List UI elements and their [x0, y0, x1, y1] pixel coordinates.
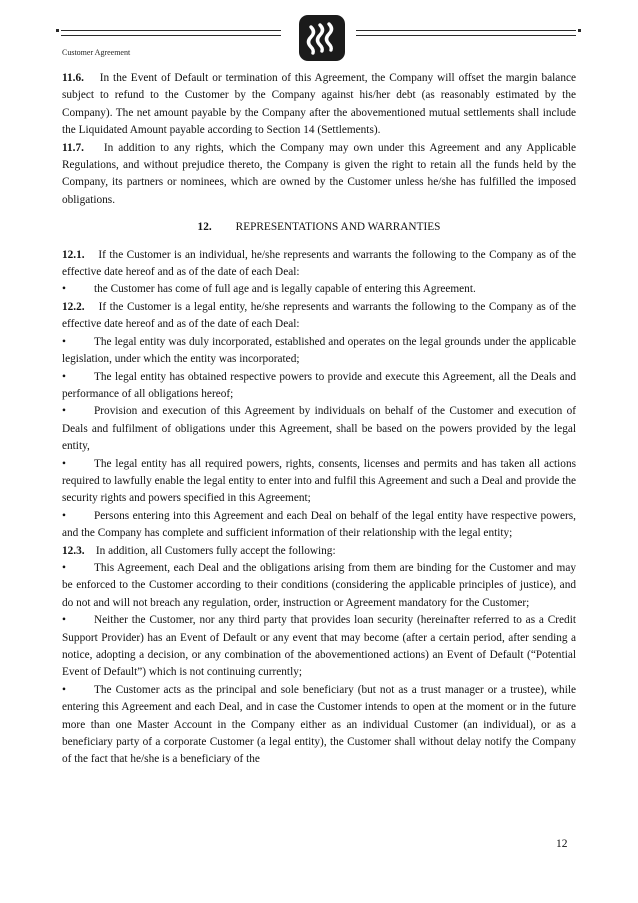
- clause-12-2: [62, 299, 576, 334]
- bullet-text: This Agreement, each Deal and the obligations arising from them are binding for the Customer and may be enforced to the Customer according to their conditions (considering the applicable principles of justice), and do not and will not breach any regulation, order, instruction or Agreement mandatory for the Customer;: [62, 561, 576, 609]
- bullet-marker: •: [62, 683, 66, 696]
- clause-text: If the Customer is an individual, he/she represents and warrants the following to the Company as of the effective date hereof and as of the date of each Deal:: [62, 248, 576, 279]
- bullet-item: [62, 508, 576, 543]
- clause-number: 12.2.: [62, 300, 85, 313]
- clause-12-1: [62, 247, 576, 282]
- clause-11-7: [62, 140, 576, 210]
- clause-text: In addition to any rights, which the Company may own under this Agreement and any Applicable Regulations, and without prejudice thereto, the Company is given the right to retain all the funds held by the Company, its partners or nominees, which are owned by the Customer unless he/she has fulfilled the imposed obligations.: [62, 141, 576, 206]
- bullet-text: Persons entering into this Agreement and each Deal on behalf of the legal entity have respective powers, and the Company has complete and sufficient information of their relationship with the legal entity;: [62, 509, 576, 540]
- clause-number: 12.1.: [62, 248, 85, 261]
- bullet-marker: •: [62, 335, 66, 348]
- page-number: 12: [556, 838, 568, 850]
- bullet-item: [62, 403, 576, 455]
- page-header: [0, 0, 638, 64]
- clause-12-3: [62, 543, 576, 560]
- bullet-text: The legal entity has obtained respective powers to provide and execute this Agreement, all the Deals and performance of all obligations hereof;: [62, 370, 576, 400]
- document-header-title: Customer Agreement: [62, 48, 131, 57]
- bullet-marker: •: [62, 509, 66, 522]
- bullet-item: [62, 682, 576, 769]
- clause-text: In addition, all Customers fully accept the following:: [95, 544, 336, 557]
- bullet-text: The Customer acts as the principal and sole beneficiary (but not as a trust manager or a trustee), while entering this Agreement and each Deal, and in case the Customer intends to open at the moment or in the future more than one Master Account in the Company either as an individual Customer (an individual), or as a beneficiary party of a corporate Customer (a legal entity), the Customer shall without delay notify the Company of the fact that he/she is a beneficiary of the: [62, 683, 576, 766]
- section-heading-12: [62, 219, 576, 236]
- bullet-text: Provision and execution of this Agreement by individuals on behalf of the Customer and execution of Deals and fulfilment of obligations under this Agreement, shall be based on the powers provided by the legal entity,: [62, 405, 576, 453]
- section-title: REPRESENTATIONS AND WARRANTIES: [235, 221, 441, 234]
- clause-11-6: [62, 70, 576, 140]
- bullet-marker: •: [62, 561, 66, 574]
- bullet-item: [62, 369, 576, 404]
- bullet-marker: •: [62, 457, 66, 470]
- bullet-item: [62, 560, 576, 612]
- bullet-marker: •: [62, 405, 66, 418]
- bullet-marker: •: [62, 614, 66, 627]
- header-rule-right-thin: [356, 35, 576, 36]
- company-logo-icon: [299, 15, 345, 61]
- clause-text: If the Customer is a legal entity, he/she represents and warrants the following to the Company as of the effective date hereof and as of the date of each Deal:: [62, 300, 576, 331]
- bullet-text: The legal entity has all required powers, rights, consents, licenses and permits and has taken all actions required to lawfully enable the legal entity to enter into and fulfil this Agreement and such a Deal and provide the security rights and powers specified in this Agreement;: [62, 457, 576, 505]
- bullet-text: The legal entity was duly incorporated, established and operates on the legal grounds under the applicable legislation, under which the entity was incorporated;: [62, 335, 576, 366]
- header-rule-right: [356, 30, 576, 31]
- header-rule-end-right: [578, 29, 581, 32]
- document-body: [62, 70, 576, 769]
- bullet-text: the Customer has come of full age and is legally capable of entering this Agreement.: [94, 283, 476, 296]
- clause-number: 11.6.: [62, 72, 84, 84]
- header-rule-end-left: [56, 29, 59, 32]
- header-rule-left-thin: [61, 35, 281, 36]
- bullet-item: [62, 456, 576, 508]
- header-rule-left: [61, 30, 281, 31]
- bullet-item: [62, 612, 576, 682]
- bullet-item: [62, 281, 576, 298]
- bullet-marker: •: [62, 370, 66, 383]
- bullet-text: Neither the Customer, nor any third party that provides loan security (hereinafter referred to as a Credit Support Provider) has an Event of Default or any event that may become (after a certain period, after sending a notice, adopting a decision, or any combination of the abovementioned actions) an Event of Default (“Potential Event of Default”) which is not continuing currently;: [62, 614, 576, 679]
- clause-number: 12.3.: [62, 544, 85, 557]
- section-number: 12.: [197, 221, 212, 234]
- clause-text: In the Event of Default or termination of this Agreement, the Company will offset the margin balance subject to refund to the Customer by the Company against his/her debt (as reasonably estimated by the Company). The net amount payable by the Company after the abovementioned mutual settlements shall include the Liquidated Amount payable according to Section 14 (Settlements).: [62, 72, 576, 137]
- clause-number: 11.7.: [62, 141, 84, 154]
- bullet-item: [62, 334, 576, 369]
- bullet-marker: •: [62, 283, 66, 296]
